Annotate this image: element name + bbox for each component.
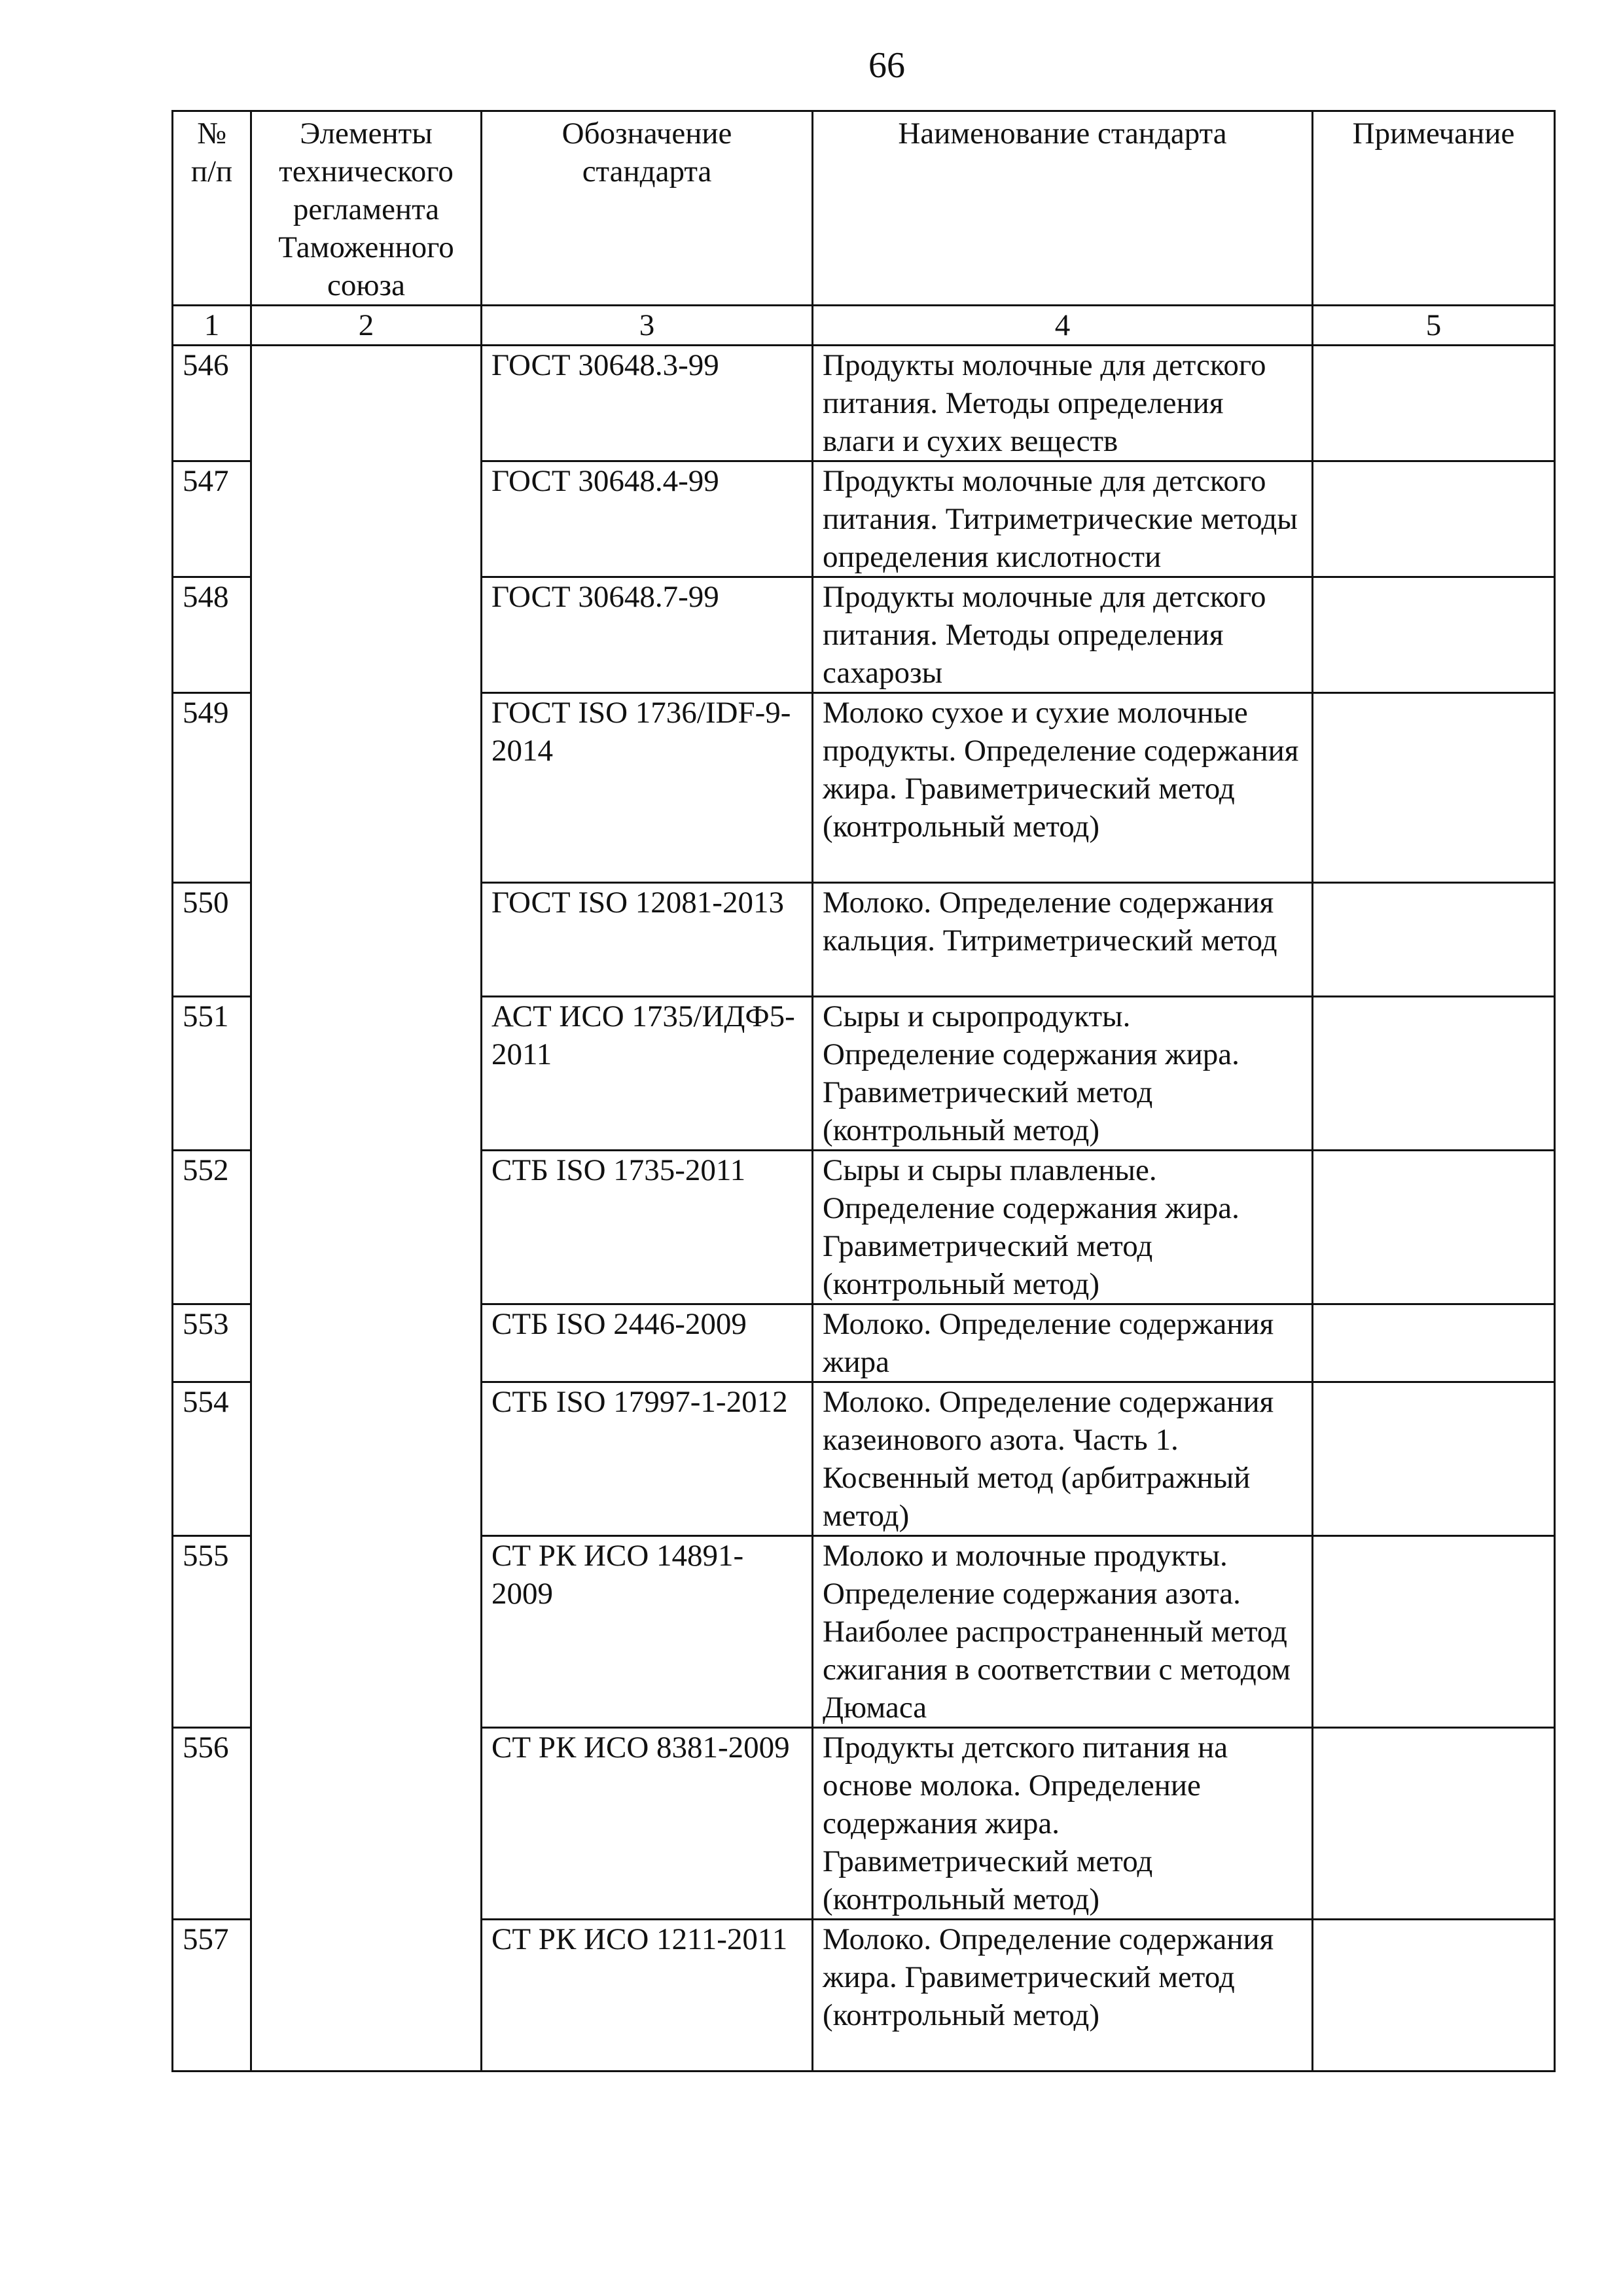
standard-note bbox=[1313, 1304, 1555, 1382]
row-index: 546 bbox=[173, 346, 251, 461]
standard-name: Молоко. Определение содержания жира. Гравиметрический метод (контрольный метод) bbox=[813, 1920, 1313, 2072]
standard-note bbox=[1313, 1536, 1555, 1728]
header-elements: Элементы технического регламента Таможенного союза bbox=[251, 111, 482, 306]
standard-code: СТ РК ИСО 14891-2009 bbox=[482, 1536, 813, 1728]
standard-note bbox=[1313, 883, 1555, 997]
header-name: Наименование стандарта bbox=[813, 111, 1313, 306]
row-index: 550 bbox=[173, 883, 251, 997]
standard-name: Молоко. Определение содержания казеинового азота. Часть 1. Косвенный метод (арбитражный метод) bbox=[813, 1382, 1313, 1536]
table-body bbox=[173, 346, 1555, 2072]
row-index: 556 bbox=[173, 1728, 251, 1920]
standard-code: ГОСТ ISO 1736/IDF-9-2014 bbox=[482, 693, 813, 883]
standard-note bbox=[1313, 997, 1555, 1151]
row-index: 557 bbox=[173, 1920, 251, 2072]
header-row bbox=[173, 111, 1555, 306]
row-index: 552 bbox=[173, 1151, 251, 1304]
column-number: 4 bbox=[813, 306, 1313, 346]
standard-name: Молоко сухое и сухие молочные продукты. Определение содержания жира. Гравиметрический метод (контрольный метод) bbox=[813, 693, 1313, 883]
row-index: 549 bbox=[173, 693, 251, 883]
standard-note bbox=[1313, 693, 1555, 883]
standard-note bbox=[1313, 1151, 1555, 1304]
standard-name: Продукты детского питания на основе молока. Определение содержания жира. Гравиметрический метод (контрольный метод) bbox=[813, 1728, 1313, 1920]
standard-note bbox=[1313, 1728, 1555, 1920]
column-number: 3 bbox=[482, 306, 813, 346]
standard-code: ГОСТ 30648.4-99 bbox=[482, 461, 813, 577]
standard-code: ГОСТ 30648.3-99 bbox=[482, 346, 813, 461]
header-note: Примечание bbox=[1313, 111, 1555, 306]
standard-note bbox=[1313, 346, 1555, 461]
column-number: 2 bbox=[251, 306, 482, 346]
row-index: 554 bbox=[173, 1382, 251, 1536]
page-number: 66 bbox=[868, 45, 905, 86]
standard-code: АСТ ИСО 1735/ИДФ5-2011 bbox=[482, 997, 813, 1151]
row-index: 548 bbox=[173, 577, 251, 693]
table-row bbox=[173, 346, 1555, 461]
standard-code: ГОСТ 30648.7-99 bbox=[482, 577, 813, 693]
standard-name: Сыры и сыропродукты. Определение содержания жира. Гравиметрический метод (контрольный метод) bbox=[813, 997, 1313, 1151]
standard-code: СТБ ISO 2446-2009 bbox=[482, 1304, 813, 1382]
header-code: Обозначение стандарта bbox=[482, 111, 813, 306]
standard-note bbox=[1313, 1920, 1555, 2072]
standard-name: Сыры и сыры плавленые. Определение содержания жира. Гравиметрический метод (контрольный метод) bbox=[813, 1151, 1313, 1304]
standard-note bbox=[1313, 577, 1555, 693]
standards-table bbox=[171, 110, 1556, 2072]
standard-name: Молоко и молочные продукты. Определение содержания азота. Наиболее распространенный метод сжигания в соответствии с методом Дюмаса bbox=[813, 1536, 1313, 1728]
row-index: 555 bbox=[173, 1536, 251, 1728]
standard-name: Молоко. Определение содержания жира bbox=[813, 1304, 1313, 1382]
standard-code: СТБ ISO 1735-2011 bbox=[482, 1151, 813, 1304]
standard-note bbox=[1313, 1382, 1555, 1536]
column-number: 5 bbox=[1313, 306, 1555, 346]
standard-code: СТБ ISO 17997-1-2012 bbox=[482, 1382, 813, 1536]
standard-name: Продукты молочные для детского питания. Методы определения влаги и сухих веществ bbox=[813, 346, 1313, 461]
column-number: 1 bbox=[173, 306, 251, 346]
elements-cell bbox=[251, 346, 482, 2072]
standard-name: Продукты молочные для детского питания. Титриметрические методы определения кислотности bbox=[813, 461, 1313, 577]
row-index: 551 bbox=[173, 997, 251, 1151]
standard-name: Продукты молочные для детского питания. Методы определения сахарозы bbox=[813, 577, 1313, 693]
standard-name: Молоко. Определение содержания кальция. Титриметрический метод bbox=[813, 883, 1313, 997]
row-index: 547 bbox=[173, 461, 251, 577]
standard-code: СТ РК ИСО 1211-2011 bbox=[482, 1920, 813, 2072]
standard-code: СТ РК ИСО 8381-2009 bbox=[482, 1728, 813, 1920]
column-number-row bbox=[173, 306, 1555, 346]
row-index: 553 bbox=[173, 1304, 251, 1382]
standard-code: ГОСТ ISO 12081-2013 bbox=[482, 883, 813, 997]
standard-note bbox=[1313, 461, 1555, 577]
header-index: № п/п bbox=[173, 111, 251, 306]
